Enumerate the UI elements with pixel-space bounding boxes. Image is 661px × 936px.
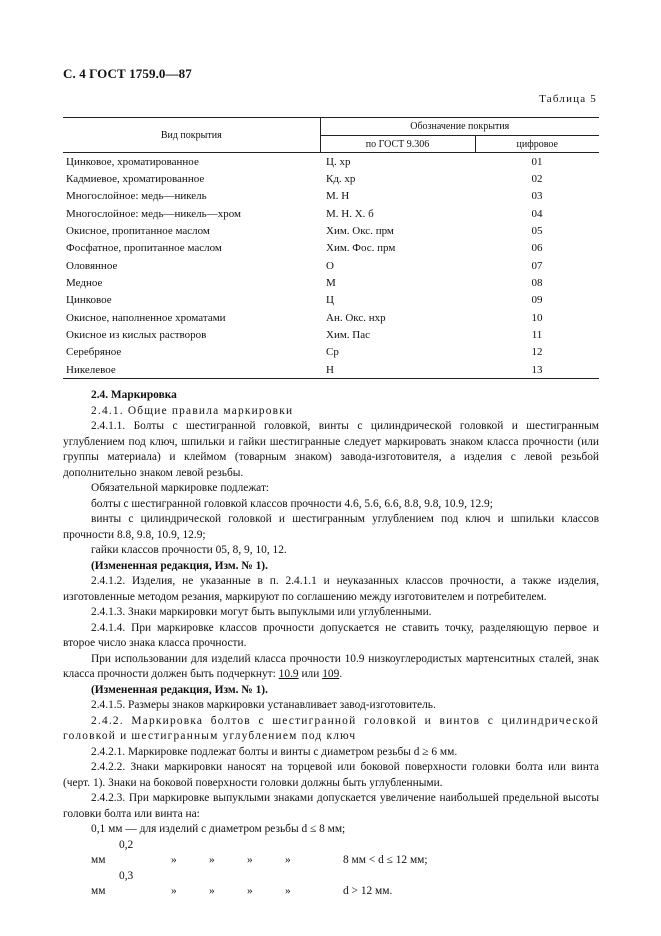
height-item-2-range: 8 мм < d ≤ 12 мм; <box>343 854 428 866</box>
para-nuts: гайки классов прочности 05, 8, 9, 10, 12. <box>91 544 287 556</box>
gost-designation: М <box>326 277 336 290</box>
digital-code: 05 <box>531 225 543 238</box>
para-2-4-2-1: 2.4.2.1. Маркировке подлежат болты и винты с диаметром резьбы d ≥ 6 мм. <box>91 745 458 758</box>
col-coating-designation: Обозначение покрытия <box>320 118 599 136</box>
coating-name: Фосфатное, пропитанное маслом <box>66 242 222 255</box>
gost-designation: О <box>326 259 334 272</box>
coating-name: Окисное из кислых растворов <box>66 329 207 342</box>
para-bolts: болты с шестигранной головкой классов прочности 4.6, 5.6, 6.6, 8.8, 9.8, 10.9, 12.9; <box>91 497 493 510</box>
para-2-4-2-3: 2.4.2.3. При маркировке выпуклыми знаками допускается увеличение наибольшей предельной высоты головки болта или винта на: <box>63 792 599 820</box>
table-row <box>63 274 599 291</box>
ditto-mark: » <box>285 885 291 897</box>
gost-designation: Кд. хр <box>326 173 356 186</box>
or-word: или <box>298 668 323 680</box>
para-2-4-2-2: 2.4.2.2. Знаки маркировки наносят на торцевой или боковой поверхности головки болта или винта (черт. 1). Знаки на боковой поверхности головки должны быть углубленными. <box>63 761 599 789</box>
digital-code: 12 <box>531 346 543 359</box>
table-row <box>63 326 599 343</box>
section-heading-marking: 2.4. Маркировка <box>91 389 177 401</box>
gost-designation: Ан. Окс. нхр <box>326 311 386 324</box>
underline-rule-text: При использовании для изделий класса прочности 10.9 низкоуглеродистых мартенситных сталей, знак класса прочности должен быть подчеркнут: <box>63 652 599 680</box>
table-row <box>63 361 599 379</box>
coating-name: Оловянное <box>66 259 118 272</box>
ditto-mark: » <box>171 885 177 897</box>
table-caption: Таблица 5 <box>539 93 597 105</box>
digital-code: 01 <box>531 155 543 168</box>
digital-code: 03 <box>531 190 543 203</box>
gost-designation: Н <box>320 361 475 379</box>
revision-note: (Измененная редакция, Изм. № 1). <box>91 559 268 572</box>
coating-name: Окисное, наполненное хроматами <box>66 311 226 324</box>
digital-code: 07 <box>531 259 543 272</box>
gost-designation: Ср <box>326 346 339 359</box>
ditto-mark: » <box>247 854 253 866</box>
digital-code: 02 <box>531 173 543 186</box>
table-row <box>63 205 599 222</box>
digital-code: 13 <box>475 361 599 379</box>
period: . <box>339 668 343 680</box>
gost-designation: М. Н <box>326 190 350 203</box>
para-2-4-1-5: 2.4.1.5. Размеры знаков маркировки устанавливает завод-изготовитель. <box>91 699 436 711</box>
para-2-4-1-4: 2.4.1.4. При маркировке классов прочности допускается не ставить точку, разделяющую первое и второе число знака класса прочности. <box>63 621 599 649</box>
digital-code: 04 <box>531 207 543 220</box>
page-header: С. 4 ГОСТ 1759.0—87 <box>63 66 192 81</box>
coating-name: Медное <box>66 277 103 290</box>
gost-designation: Хим. Фос. прм <box>326 242 396 255</box>
height-item-2-value: 0,2 мм <box>91 838 134 866</box>
height-item-2 <box>63 838 599 869</box>
ditto-mark: » <box>209 885 215 897</box>
para-screws: винты с цилиндрической головкой и шестигранным углублением под ключ и шпильки классов прочности 8.8, 9.8, 10.9, 12.9; <box>63 513 599 541</box>
ditto-mark: » <box>209 854 215 866</box>
ditto-mark: » <box>171 854 177 866</box>
section-general-rules: 2.4.1. Общие правила маркировки <box>91 404 294 417</box>
digital-code: 08 <box>531 277 543 290</box>
coating-name: Никелевое <box>63 361 320 379</box>
table-row <box>63 240 599 257</box>
coatings-table <box>63 117 599 379</box>
mark-10-9: 10.9 <box>278 668 299 680</box>
gost-designation: М. Н. Х. б <box>326 207 374 220</box>
gost-designation: Ц. хр <box>326 155 351 168</box>
mark-109: 109 <box>322 668 340 680</box>
body-text <box>63 388 599 900</box>
para-2-4-1-3: 2.4.1.3. Знаки маркировки могут быть выпуклыми или углубленными. <box>91 606 432 618</box>
digital-code: 10 <box>531 311 543 324</box>
col-gost-designation: по ГОСТ 9.306 <box>320 136 475 153</box>
coating-name: Серебряное <box>66 346 122 359</box>
digital-code: 09 <box>531 294 543 307</box>
height-item-3-value: 0,3 мм <box>91 869 134 897</box>
para-2-4-1-1: 2.4.1.1. Болты с шестигранной головкой, винты с цилиндрической головкой и шестигранным углублением под ключ, шпильки и гайки шестигранные следует маркировать знаком класса прочности (или группы материала) и клеймом (товарным знаком) завода-изготовителя, а изделия с левой резьбой дополнительно знаком левой резьбы. <box>63 420 599 479</box>
para-2-4-1-2: 2.4.1.2. Изделия, не указанные в п. 2.4.1.1 и неуказанных классов прочности, а также изделия, изготовленные методом резания, маркируют по соглашению между изготовителем и потребителем. <box>63 575 599 603</box>
para-mandatory-marking: Обязательной маркировке подлежат: <box>91 482 270 494</box>
ditto-mark: » <box>285 854 291 866</box>
digital-code: 06 <box>531 242 543 255</box>
table-row <box>63 188 599 205</box>
coating-name: Окисное, пропитанное маслом <box>66 225 210 238</box>
table-row <box>63 344 599 361</box>
coating-name: Многослойное: медь—никель <box>66 190 207 203</box>
revision-note: (Измененная редакция, Изм. № 1). <box>91 683 268 696</box>
table-row <box>63 222 599 239</box>
table-row <box>63 292 599 309</box>
gost-designation: Хим. Окс. прм <box>326 225 394 238</box>
table-row <box>63 170 599 187</box>
ditto-mark: » <box>247 885 253 897</box>
gost-designation: Хим. Пас <box>326 329 370 342</box>
table-row <box>63 309 599 326</box>
digital-code: 11 <box>531 329 543 342</box>
col-digital-designation: цифровое <box>516 138 558 150</box>
table-body <box>63 153 599 379</box>
table-row <box>63 153 599 171</box>
height-item-1: 0,1 мм — для изделий с диаметром резьбы d ≤ 8 мм; <box>91 823 346 835</box>
para-underline-rule <box>63 652 599 683</box>
para-2-4-2: 2.4.2. Маркировка болтов с шестигранной головкой и винтов с цилиндрической головкой и шестигранным углублением под ключ <box>63 714 599 742</box>
table-row <box>63 257 599 274</box>
coating-name: Цинковое <box>66 294 112 307</box>
coating-name: Многослойное: медь—никель—хром <box>66 207 241 220</box>
col-coating-type: Вид покрытия <box>63 118 320 153</box>
gost-designation: Ц <box>326 294 334 307</box>
coating-name: Цинковое, хроматированное <box>66 155 199 168</box>
height-item-3 <box>63 869 599 900</box>
coating-name: Кадмиевое, хроматированное <box>66 173 205 186</box>
height-item-3-range: d > 12 мм. <box>343 885 393 897</box>
